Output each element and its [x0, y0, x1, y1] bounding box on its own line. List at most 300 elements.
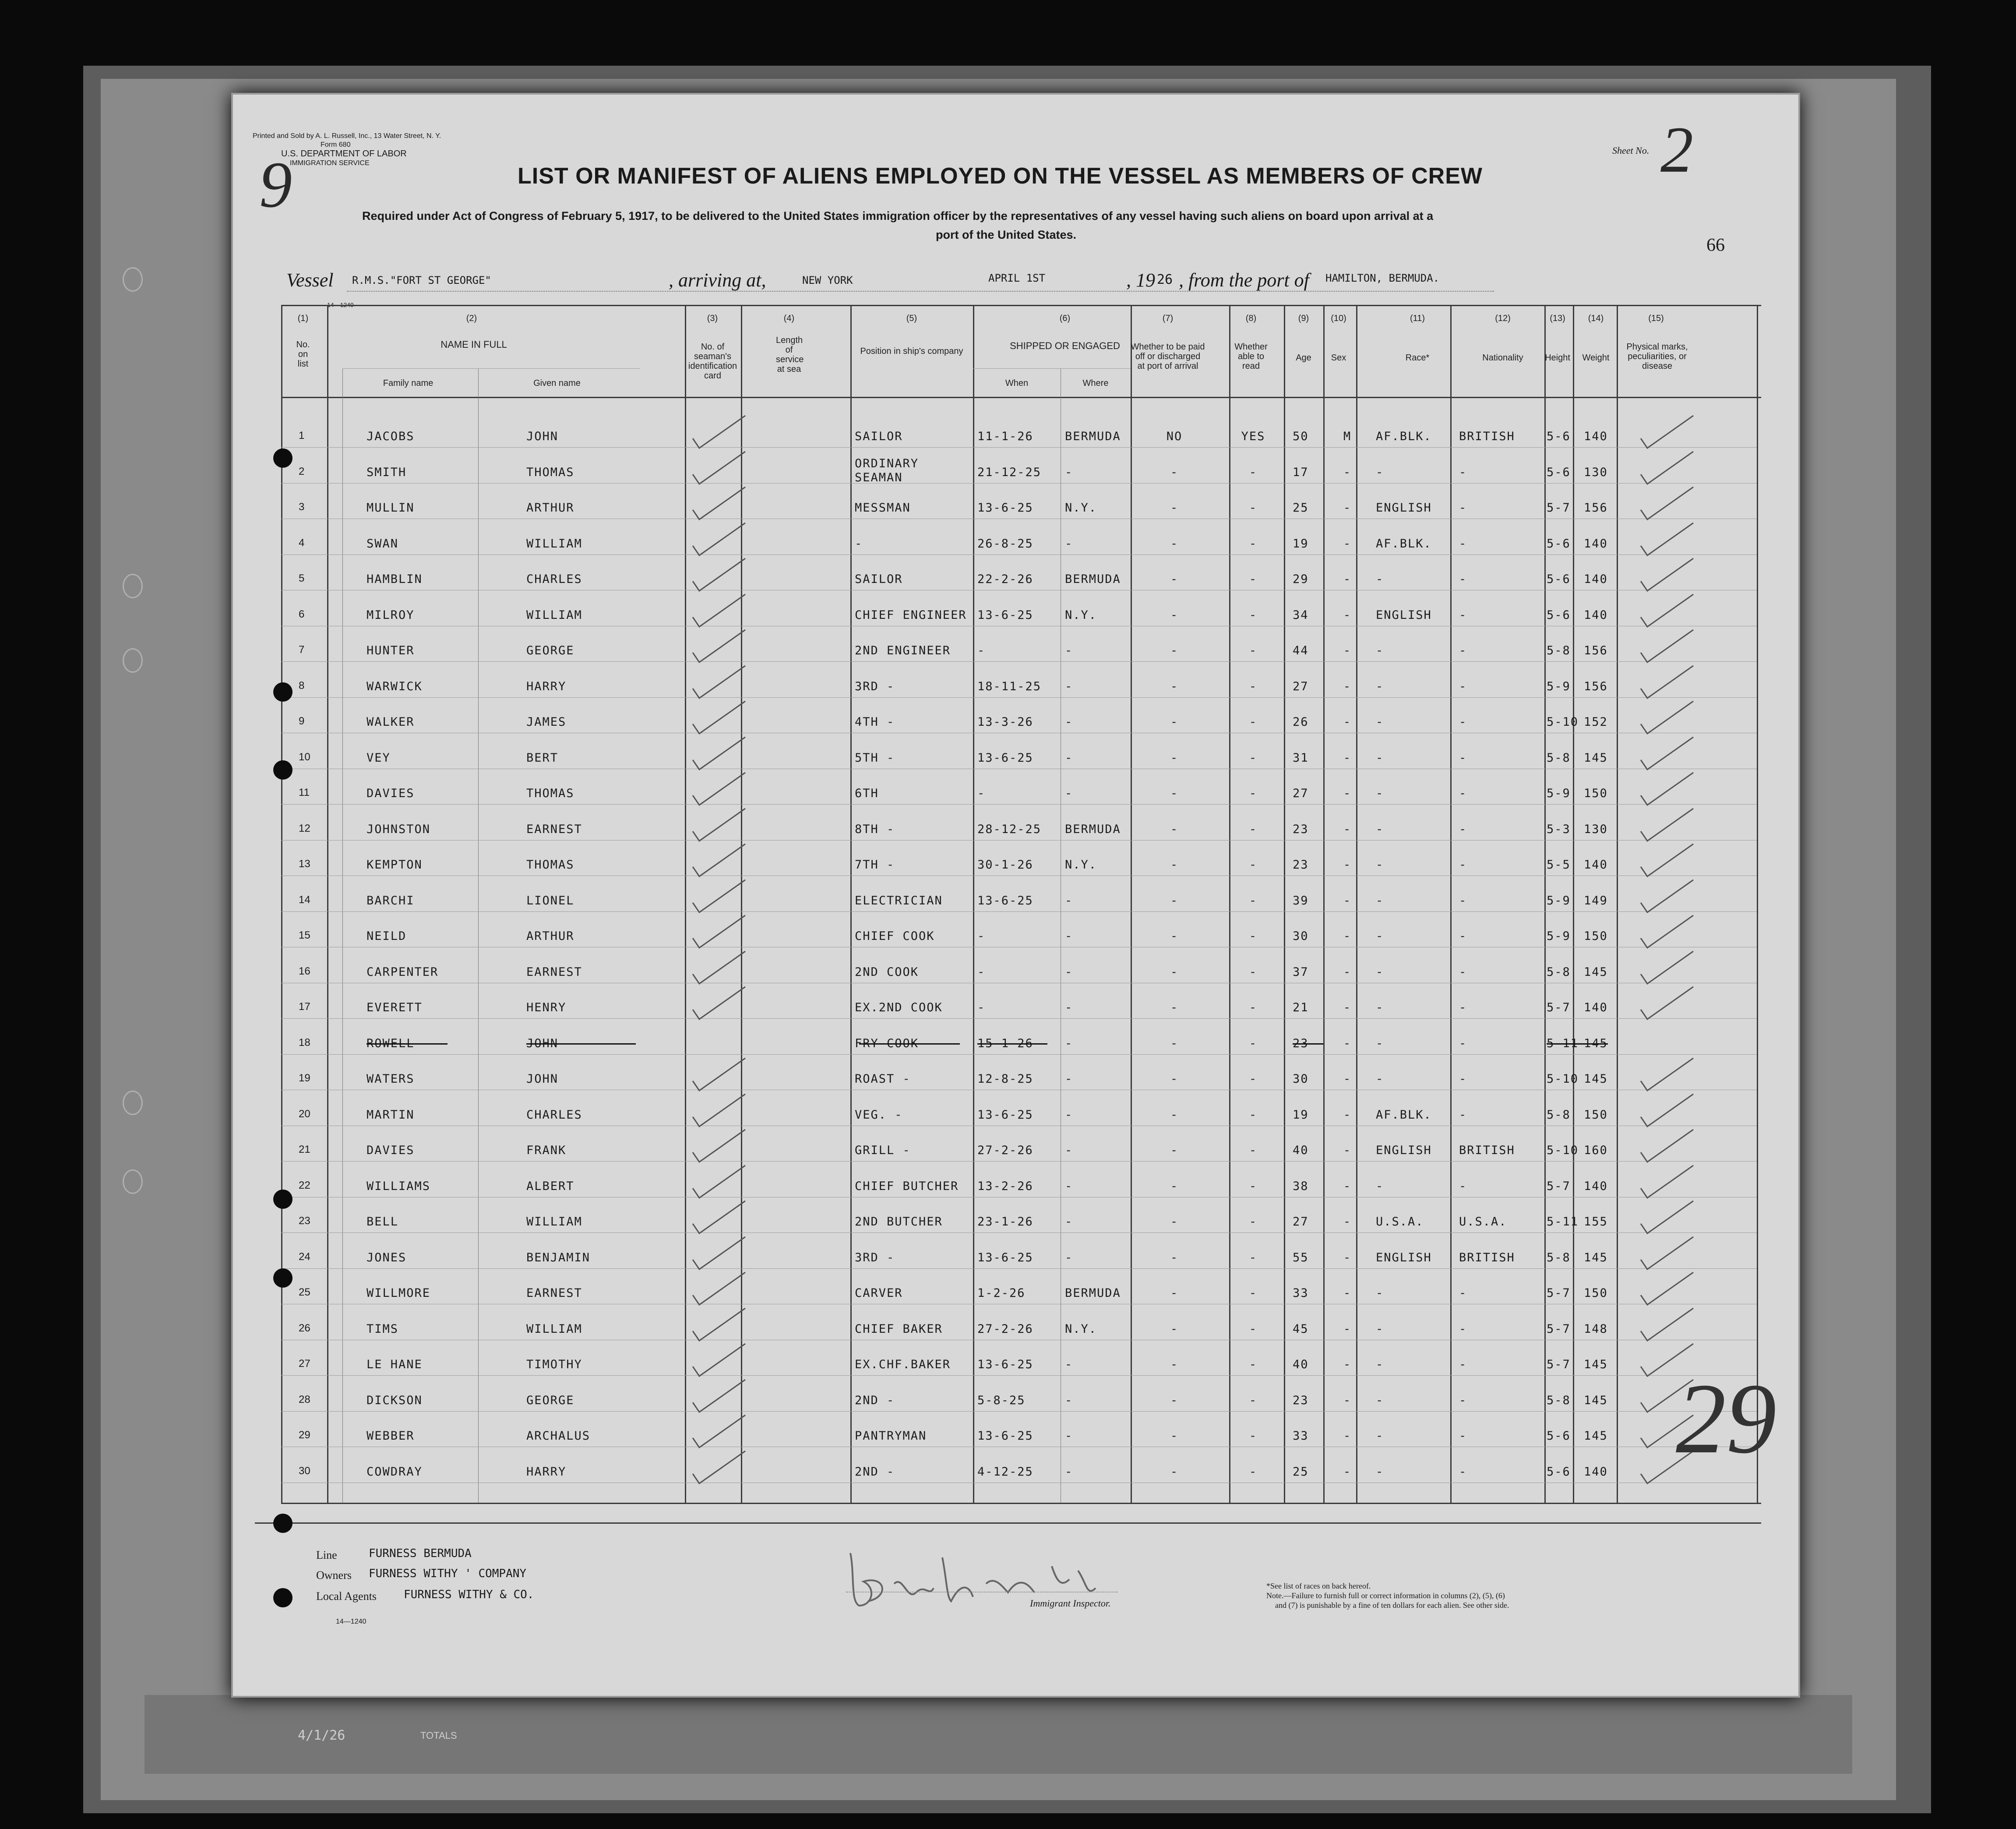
race: AF.BLK. [1376, 1108, 1432, 1122]
age: 27 [1293, 1215, 1309, 1229]
able-to-read: - [1249, 1215, 1258, 1229]
row-rule [281, 1268, 1757, 1269]
race: - [1376, 1179, 1384, 1193]
strikethrough [1547, 1043, 1608, 1045]
paid-off: - [1170, 787, 1179, 800]
shipped-place: - [1065, 1036, 1073, 1050]
owners-value: FURNESS WITHY ' COMPANY [369, 1567, 527, 1580]
race: - [1376, 1358, 1384, 1371]
col10-num: (10) [1331, 314, 1346, 323]
physical-check [1636, 1091, 1698, 1130]
paid-off: - [1170, 1108, 1179, 1122]
shipped-date: 18-11-25 [977, 679, 1042, 693]
id-card-check [688, 591, 750, 630]
able-to-read: - [1249, 1393, 1258, 1407]
id-card-check [688, 1197, 750, 1237]
given-name: WILLIAM [526, 1322, 582, 1336]
row-number: 15 [299, 929, 310, 941]
year-prefix: , 19 [1126, 269, 1155, 291]
given-name: LIONEL [526, 893, 574, 907]
id-card-check [688, 983, 750, 1023]
race: U.S.A. [1376, 1215, 1424, 1229]
family-name: WILLMORE [367, 1286, 431, 1300]
paid-off: - [1170, 858, 1179, 872]
physical-check [1636, 448, 1698, 487]
given-name: BENJAMIN [526, 1250, 591, 1264]
given-name: HARRY [526, 1465, 567, 1479]
row-number: 27 [299, 1358, 310, 1370]
footer-form-code: 14—1240 [336, 1618, 367, 1625]
shipped-place: - [1065, 929, 1073, 943]
age: 45 [1293, 1322, 1309, 1336]
row-number: 1 [299, 430, 305, 441]
shipped-place: N.Y. [1065, 608, 1097, 622]
shipped-place: - [1065, 787, 1073, 800]
age: 23 [1293, 1393, 1309, 1407]
shipped-date: 26-8-25 [977, 537, 1033, 551]
physical-check [1636, 912, 1698, 951]
weight: 145 [1584, 751, 1608, 765]
paid-off: - [1170, 929, 1179, 943]
col2a-header: Family name [383, 378, 434, 388]
shipped-date: 13-6-25 [977, 1250, 1033, 1264]
id-card-check [688, 519, 750, 559]
weight: 155 [1584, 1215, 1608, 1229]
given-name: WILLIAM [526, 608, 582, 622]
row-number: 9 [299, 715, 305, 727]
shipped-date: 5-8-25 [977, 1393, 1026, 1407]
position: 3RD - [855, 1250, 895, 1264]
paid-off: - [1170, 644, 1179, 657]
col9-header: Age [1296, 353, 1311, 363]
sex: - [1343, 858, 1352, 872]
row-rule [281, 1375, 1757, 1376]
service: IMMIGRATION SERVICE [290, 159, 370, 167]
race: - [1376, 1072, 1384, 1086]
age: 30 [1293, 1072, 1309, 1086]
nationality: - [1459, 1036, 1467, 1050]
row-rule [281, 1018, 1757, 1019]
shipped-date: 13-6-25 [977, 751, 1033, 765]
height: 5-8 [1547, 644, 1571, 657]
position: 8TH - [855, 822, 895, 836]
shipped-place: - [1065, 1108, 1073, 1122]
nationality: - [1459, 1001, 1467, 1014]
paid-off: - [1170, 715, 1179, 729]
weight: 140 [1584, 858, 1608, 872]
row-number: 25 [299, 1286, 310, 1298]
age: 23 [1293, 822, 1309, 836]
position: CHIEF BUTCHER [855, 1179, 959, 1193]
given-name: WILLIAM [526, 537, 582, 551]
paid-off: - [1170, 1001, 1179, 1014]
shipped-date: 27-2-26 [977, 1144, 1033, 1157]
shipped-place: - [1065, 1465, 1073, 1479]
given-name: BERT [526, 751, 559, 765]
paid-off: - [1170, 822, 1179, 836]
family-name: JOHNSTON [367, 822, 431, 836]
col5-header: Position in ship's company [860, 346, 963, 356]
position: EX.CHF.BAKER [855, 1358, 951, 1371]
shipped-date: - [977, 787, 986, 800]
col7-num: (7) [1162, 314, 1174, 323]
height: 5-6 [1547, 572, 1571, 586]
position: ROAST - [855, 1072, 911, 1086]
subtitle-line-1: Required under Act of Congress of February 5, 1917, to be delivered to the United States immigration officer by the representatives of any vessel having such aliens on board upon arrival at a [362, 209, 1434, 222]
able-to-read: - [1249, 1001, 1258, 1014]
shipped-place: - [1065, 893, 1073, 907]
position: CARVER [855, 1286, 903, 1300]
given-name: GEORGE [526, 644, 574, 657]
height: 5-6 [1547, 1429, 1571, 1443]
given-name: JOHN [526, 430, 559, 443]
punch-hole [273, 1268, 293, 1288]
row-number: 23 [299, 1215, 310, 1227]
family-name: JONES [367, 1250, 407, 1264]
nationality: - [1459, 679, 1467, 693]
able-to-read: - [1249, 715, 1258, 729]
able-to-read: - [1249, 751, 1258, 765]
tally-total: 29 [1676, 1363, 1776, 1474]
col6a-header: When [1005, 378, 1029, 388]
position: CHIEF BAKER [855, 1322, 943, 1336]
shipped-place: N.Y. [1065, 1322, 1097, 1336]
nationality: - [1459, 751, 1467, 765]
weight: 145 [1584, 1072, 1608, 1086]
sex: - [1343, 537, 1352, 551]
paid-off: - [1170, 679, 1179, 693]
given-name: FRANK [526, 1144, 567, 1157]
row-number: 17 [299, 1001, 310, 1013]
shipped-date: 13-6-25 [977, 501, 1033, 515]
race: - [1376, 715, 1384, 729]
paid-off: - [1170, 1179, 1179, 1193]
row-number: 16 [299, 965, 310, 977]
paid-off: - [1170, 1358, 1179, 1371]
able-to-read: - [1249, 679, 1258, 693]
strikethrough [977, 1043, 1047, 1045]
age: 50 [1293, 430, 1309, 443]
grid-column-line [973, 305, 974, 1503]
sex: - [1343, 1465, 1352, 1479]
able-to-read: - [1249, 1072, 1258, 1086]
given-name: JOHN [526, 1036, 559, 1050]
family-name: WARWICK [367, 679, 423, 693]
physical-check [1636, 1162, 1698, 1201]
physical-check [1636, 734, 1698, 773]
shipped-date: 13-6-25 [977, 893, 1033, 907]
able-to-read: - [1249, 1429, 1258, 1443]
from-label: , from the port of [1179, 269, 1309, 291]
row-number: 3 [299, 501, 305, 513]
paid-off: - [1170, 1286, 1179, 1300]
nationality: BRITISH [1459, 1144, 1515, 1157]
weight: 140 [1584, 572, 1608, 586]
nationality: BRITISH [1459, 430, 1515, 443]
height: 5-8 [1547, 965, 1571, 979]
sex: - [1343, 1179, 1352, 1193]
id-card-check [688, 769, 750, 809]
height: 5-3 [1547, 822, 1571, 836]
race: - [1376, 929, 1384, 943]
race: ENGLISH [1376, 1250, 1432, 1264]
weight: 156 [1584, 501, 1608, 515]
physical-check [1636, 1055, 1698, 1094]
row-number: 13 [299, 858, 310, 870]
position: 2ND - [855, 1465, 895, 1479]
grid-column-line [342, 368, 343, 1503]
id-card-check [688, 1305, 750, 1344]
shipped-place: BERMUDA [1065, 572, 1121, 586]
shipped-place: - [1065, 465, 1073, 479]
col8-num: (8) [1245, 314, 1257, 323]
race: AF.BLK. [1376, 430, 1432, 443]
grid-column-line [850, 305, 852, 1503]
position: EX.2ND COOK [855, 1001, 943, 1014]
shipped-date: 13-6-25 [977, 1358, 1033, 1371]
subheader-rule [342, 368, 640, 369]
shipped-place: - [1065, 537, 1073, 551]
physical-check [1636, 412, 1698, 452]
shipped-date: - [977, 644, 986, 657]
printer-line: Printed and Sold by A. L. Russell, Inc., 13 Water Street, N. Y. [253, 132, 441, 140]
col10-header: Sex [1331, 353, 1346, 363]
row-number: 19 [299, 1072, 310, 1084]
able-to-read: - [1249, 1250, 1258, 1264]
id-card-check [688, 1233, 750, 1273]
shipped-date: 1-2-26 [977, 1286, 1026, 1300]
owners-label: Owners [316, 1569, 352, 1582]
paid-off: - [1170, 1215, 1179, 1229]
id-card-check [688, 734, 750, 773]
family-name: MULLIN [367, 501, 415, 515]
nationality: - [1459, 965, 1467, 979]
id-card-check [688, 484, 750, 523]
id-card-check [688, 1412, 750, 1451]
id-card-check [688, 840, 750, 880]
able-to-read: - [1249, 787, 1258, 800]
id-card-check [688, 1126, 750, 1165]
position: SAILOR [855, 572, 903, 586]
sex: - [1343, 1322, 1352, 1336]
col1-header: No. on list [296, 340, 310, 369]
height: 5-9 [1547, 929, 1571, 943]
shipped-place: - [1065, 1215, 1073, 1229]
footnote-races: *See list of races on back hereof. [1266, 1582, 1371, 1590]
nationality: - [1459, 501, 1467, 515]
weight: 160 [1584, 1144, 1608, 1157]
weight: 145 [1584, 1036, 1608, 1050]
id-card-check [688, 626, 750, 666]
shipped-place: - [1065, 1001, 1073, 1014]
shipped-date: 13-2-26 [977, 1179, 1033, 1193]
weight: 130 [1584, 822, 1608, 836]
footnote-note: Note.—Failure to furnish full or correct information in columns (2), (5), (6) [1266, 1591, 1505, 1600]
position: VEG. - [855, 1108, 903, 1122]
race: - [1376, 751, 1384, 765]
paid-off: - [1170, 537, 1179, 551]
sheet-number: 2 [1660, 113, 1693, 186]
height: 5-6 [1547, 608, 1571, 622]
row-number: 18 [299, 1036, 310, 1049]
physical-check [1636, 591, 1698, 630]
punch-hole [273, 1588, 293, 1607]
sex: - [1343, 893, 1352, 907]
age: 19 [1293, 537, 1309, 551]
weight: 140 [1584, 608, 1608, 622]
age: 33 [1293, 1429, 1309, 1443]
shipped-place: - [1065, 1144, 1073, 1157]
col3-num: (3) [707, 314, 718, 323]
paid-off: - [1170, 1393, 1179, 1407]
grid-column-line [281, 305, 282, 1503]
age: 39 [1293, 893, 1309, 907]
strikethrough [526, 1043, 636, 1045]
physical-check [1636, 519, 1698, 559]
shipped-place: BERMUDA [1065, 822, 1121, 836]
age: 40 [1293, 1358, 1309, 1371]
col9-num: (9) [1298, 314, 1309, 323]
paid-off: - [1170, 965, 1179, 979]
family-name: COWDRAY [367, 1465, 423, 1479]
paid-off: - [1170, 893, 1179, 907]
nationality: - [1459, 608, 1467, 622]
col5-num: (5) [906, 314, 917, 323]
strikethrough [367, 1043, 448, 1045]
weight: 140 [1584, 537, 1608, 551]
weight: 140 [1584, 1001, 1608, 1014]
row-rule [281, 1054, 1757, 1055]
shipped-place: - [1065, 1358, 1073, 1371]
weight: 156 [1584, 679, 1608, 693]
given-name: CHARLES [526, 1108, 582, 1122]
strikethrough [859, 1043, 960, 1045]
page-number: 66 [1706, 235, 1725, 255]
grid-column-line [1323, 305, 1325, 1503]
race: AF.BLK. [1376, 537, 1432, 551]
vessel-label: Vessel [286, 269, 334, 291]
row-rule [281, 447, 1757, 448]
race: - [1376, 679, 1384, 693]
weight: 145 [1584, 1358, 1608, 1371]
nationality: - [1459, 537, 1467, 551]
row-number: 7 [299, 644, 305, 656]
nationality: - [1459, 1072, 1467, 1086]
nationality: - [1459, 1465, 1467, 1479]
row-number: 6 [299, 608, 305, 620]
given-name: EARNEST [526, 822, 582, 836]
family-name: VEY [367, 751, 391, 765]
given-name: THOMAS [526, 465, 574, 479]
weight: 150 [1584, 929, 1608, 943]
sex: - [1343, 1429, 1352, 1443]
able-to-read: - [1249, 1036, 1258, 1050]
punch-hole [273, 1190, 293, 1209]
departure-port: HAMILTON, BERMUDA. [1325, 272, 1440, 284]
shipped-place: BERMUDA [1065, 430, 1121, 443]
under-page-date: 4/1/26 [298, 1728, 345, 1743]
position: 2ND BUTCHER [855, 1215, 943, 1229]
age: 33 [1293, 1286, 1309, 1300]
shipped-date: 11-1-26 [977, 430, 1033, 443]
shipped-date: 30-1-26 [977, 858, 1033, 872]
age: 23 [1293, 858, 1309, 872]
sex: - [1343, 1001, 1352, 1014]
position: GRILL - [855, 1144, 911, 1157]
sex: - [1343, 1036, 1352, 1050]
able-to-read: - [1249, 858, 1258, 872]
col3-header: No. of seaman's identification card [688, 342, 737, 381]
row-number: 10 [299, 751, 310, 763]
grid-column-line [685, 305, 686, 1503]
family-name: HUNTER [367, 644, 415, 657]
arrival-port: NEW YORK [802, 274, 853, 286]
race: - [1376, 1465, 1384, 1479]
row-number: 5 [299, 572, 305, 584]
weight: 140 [1584, 430, 1608, 443]
able-to-read: - [1249, 537, 1258, 551]
age: 31 [1293, 751, 1309, 765]
nationality: - [1459, 1179, 1467, 1193]
nationality: - [1459, 1322, 1467, 1336]
id-card-check [688, 448, 750, 487]
height: 5-11 [1547, 1215, 1579, 1229]
sex: - [1343, 644, 1352, 657]
handwritten-number: 9 [259, 148, 292, 221]
height: 5-7 [1547, 1358, 1571, 1371]
physical-check [1636, 805, 1698, 844]
position: PANTRYMAN [855, 1429, 927, 1443]
race: - [1376, 572, 1384, 586]
row-number: 26 [299, 1322, 310, 1334]
col7-header: Whether to be paid off or discharged at port of arrival [1131, 342, 1205, 371]
inspector-label: Immigrant Inspector. [1030, 1598, 1111, 1609]
physical-check [1636, 1233, 1698, 1273]
sex: - [1343, 822, 1352, 836]
nationality: BRITISH [1459, 1250, 1515, 1264]
vessel-underline [347, 291, 1494, 292]
physical-check [1636, 1305, 1698, 1344]
race: - [1376, 1286, 1384, 1300]
line-label: Line [316, 1549, 337, 1561]
family-name: SWAN [367, 537, 399, 551]
sex: - [1343, 751, 1352, 765]
race: - [1376, 858, 1384, 872]
position: ORDINARY SEAMAN [855, 456, 919, 484]
shipped-date: 28-12-25 [977, 822, 1042, 836]
position: CHIEF ENGINEER [855, 608, 967, 622]
row-rule [281, 1411, 1757, 1412]
paid-off: - [1170, 501, 1179, 515]
nationality: - [1459, 644, 1467, 657]
id-card-check [688, 876, 750, 916]
sex: - [1343, 1144, 1352, 1157]
punch-hole [273, 760, 293, 780]
physical-check [1636, 626, 1698, 666]
sex: - [1343, 465, 1352, 479]
paid-off: - [1170, 1250, 1179, 1264]
col4-header: Length of service at sea [776, 335, 804, 374]
paid-off: - [1170, 572, 1179, 586]
shipped-place: - [1065, 1393, 1073, 1407]
height: 5-6 [1547, 430, 1571, 443]
age: 38 [1293, 1179, 1309, 1193]
able-to-read: - [1249, 1322, 1258, 1336]
family-name: NEILD [367, 929, 407, 943]
id-card-check [688, 555, 750, 594]
family-name: MILROY [367, 608, 415, 622]
col13-header: Height [1545, 353, 1570, 363]
